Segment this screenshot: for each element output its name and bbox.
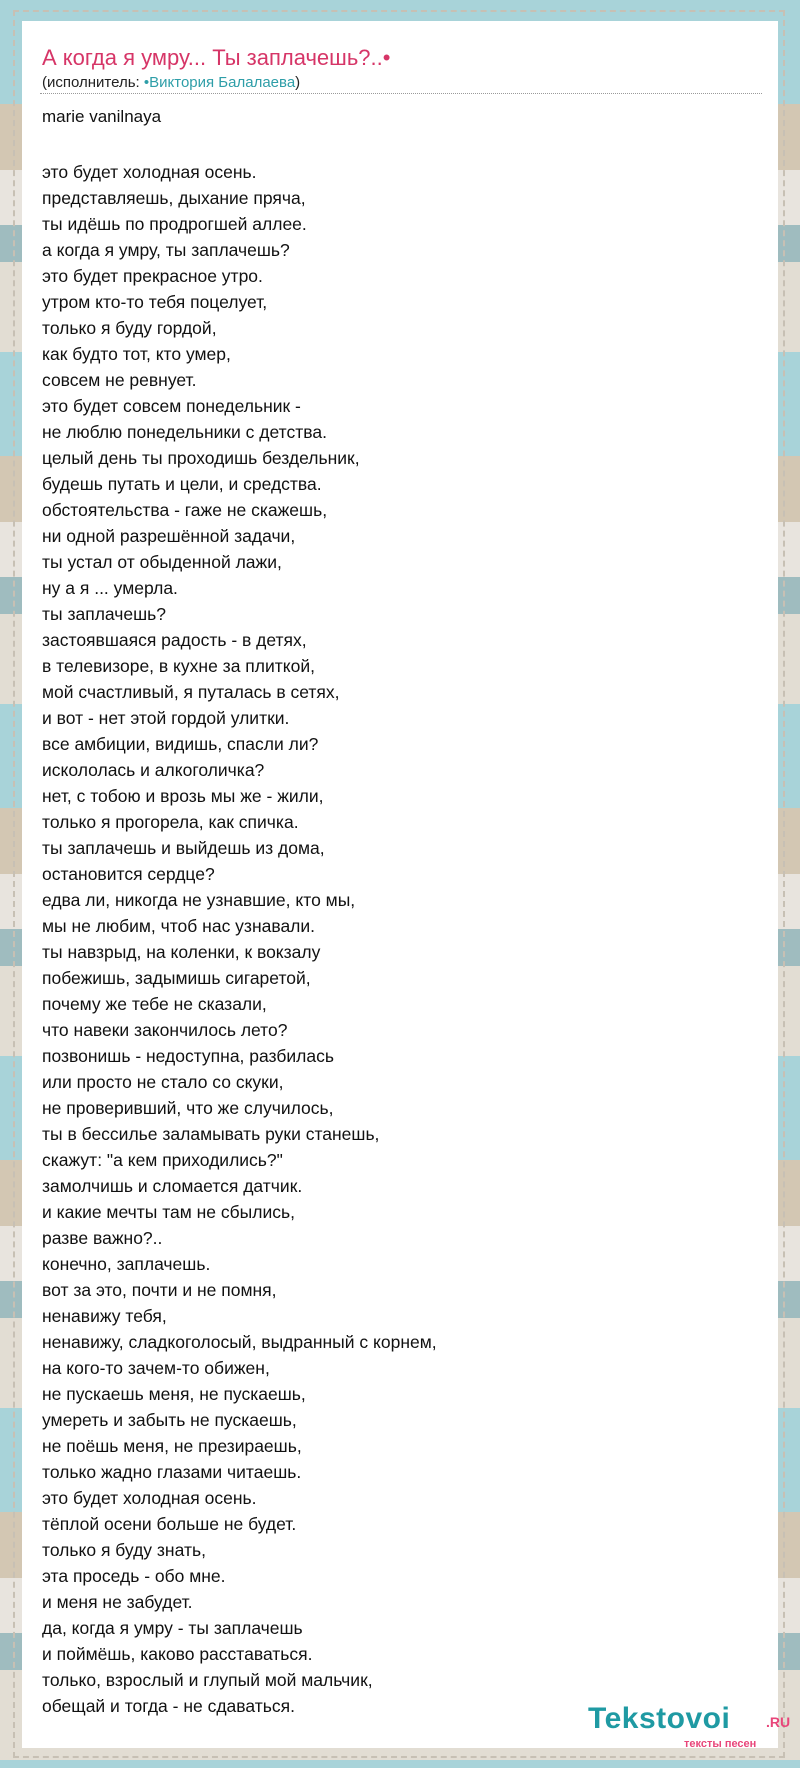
lyric-line: только я прогорела, как спичка.	[42, 812, 299, 832]
lyric-line: утром кто-то тебя поцелует,	[42, 292, 268, 312]
lyric-line: ну а я ... умерла.	[42, 578, 178, 598]
lyric-line: вот за это, почти и не помня,	[42, 1280, 277, 1300]
lyric-line: ни одной разрешённой задачи,	[42, 526, 296, 546]
lyric-line: почему же тебе не сказали,	[42, 994, 267, 1014]
lyric-line: ненавижу, сладкоголосый, выдранный с корнем,	[42, 1332, 437, 1352]
artist-link[interactable]: Виктория Балалаева	[149, 74, 296, 91]
lyric-line: и какие мечты там не сбылись,	[42, 1202, 295, 1222]
lyric-line: на кого-то зачем-то обижен,	[42, 1358, 270, 1378]
lyric-line: мой счастливый, я путалась в сетях,	[42, 682, 340, 702]
lyrics-author: marie vanilnaya	[42, 107, 162, 126]
lyric-line: конечно, заплачешь.	[42, 1254, 211, 1274]
lyric-line: скажут: "а кем приходились?"	[42, 1150, 283, 1170]
lyric-line: да, когда я умру - ты заплачешь	[42, 1618, 303, 1638]
lyric-line: ты в бессилье заламывать руки станешь,	[42, 1124, 380, 1144]
lyric-line: не проверивший, что же случилось,	[42, 1098, 334, 1118]
lyric-line: не пускаешь меня, не пускаешь,	[42, 1384, 306, 1404]
lyric-line: обещай и тогда - не сдаваться.	[42, 1696, 295, 1716]
lyric-line: обстоятельства - гаже не скажешь,	[42, 500, 328, 520]
lyric-line: а когда я умру, ты заплачешь?	[42, 240, 290, 260]
lyric-line: разве важно?..	[42, 1228, 163, 1248]
lyric-line: все амбиции, видишь, спасли ли?	[42, 734, 319, 754]
lyric-line: ты заплачешь и выйдешь из дома,	[42, 838, 325, 858]
lyric-line: побежишь, задымишь сигаретой,	[42, 968, 311, 988]
lyric-line: позвонишь - недоступна, разбилась	[42, 1046, 334, 1066]
lyric-line: представляешь, дыхание пряча,	[42, 188, 306, 208]
lyric-line: ты идёшь по продрогшей аллее.	[42, 214, 307, 234]
lyric-line: ты навзрыд, на коленки, к вокзалу	[42, 942, 321, 962]
lyric-line: едва ли, никогда не узнавшие, кто мы,	[42, 890, 356, 910]
lyric-line: не поёшь меня, не презираешь,	[42, 1436, 302, 1456]
lyric-line: только жадно глазами читаешь.	[42, 1462, 302, 1482]
artist-bullet: •	[143, 74, 150, 91]
lyric-line: умереть и забыть не пускаешь,	[42, 1410, 297, 1430]
lyrics-text	[42, 159, 437, 1719]
lyric-line: в телевизоре, в кухне за плиткой,	[42, 656, 315, 676]
lyric-line: и меня не забудет.	[42, 1592, 193, 1612]
performer-prefix: (исполнитель:	[42, 74, 144, 91]
lyric-line: ненавижу тебя,	[42, 1306, 167, 1326]
lyric-line: искололась и алкоголичка?	[42, 760, 265, 780]
title-bullet: •	[382, 45, 391, 70]
lyric-line: замолчишь и сломается датчик.	[42, 1176, 303, 1196]
lyrics-card	[22, 21, 791, 1750]
lyric-line: ты устал от обыденной лажи,	[42, 552, 282, 572]
song-title	[42, 45, 390, 71]
lyric-line: застоявшаяся радость - в детях,	[42, 630, 307, 650]
lyric-line: и поймёшь, каково расставаться.	[42, 1644, 313, 1664]
lyric-line: ты заплачешь?	[42, 604, 166, 624]
lyric-line: совсем не ревнует.	[42, 370, 197, 390]
performer-suffix: )	[295, 74, 301, 91]
lyric-line: не люблю понедельники с детства.	[42, 422, 327, 442]
song-title-text: А когда я умру... Ты заплачешь?..	[42, 45, 383, 70]
lyric-line: тёплой осени больше не будет.	[42, 1514, 297, 1534]
lyric-line: это будет прекрасное утро.	[42, 266, 263, 286]
lyric-line: остановится сердце?	[42, 864, 215, 884]
lyric-line: только, взрослый и глупый мой мальчик,	[42, 1670, 373, 1690]
lyric-line: это будет холодная осень.	[42, 162, 257, 182]
lyric-line: только я буду гордой,	[42, 318, 217, 338]
lyric-line: или просто не стало со скуки,	[42, 1072, 284, 1092]
lyric-line: только я буду знать,	[42, 1540, 206, 1560]
lyric-line: мы не любим, чтоб нас узнавали.	[42, 916, 316, 936]
lyric-line: это будет совсем понедельник -	[42, 396, 301, 416]
lyric-line: будешь путать и цели, и средства.	[42, 474, 322, 494]
logo-tagline: тексты песен	[684, 1738, 757, 1750]
lyric-line: это будет холодная осень.	[42, 1488, 257, 1508]
performer-line	[42, 74, 300, 91]
lyric-line: целый день ты проходишь бездельник,	[42, 448, 360, 468]
lyric-line: что навеки закончилось лето?	[42, 1020, 288, 1040]
lyric-line: и вот - нет этой гордой улитки.	[42, 708, 290, 728]
header-divider	[40, 93, 762, 94]
logo-domain: .RU	[766, 1714, 791, 1730]
lyric-line: эта проседь - обо мне.	[42, 1566, 226, 1586]
site-logo[interactable]	[588, 1702, 794, 1764]
logo-wordmark: Tekstovoi	[588, 1702, 731, 1735]
lyric-line: как будто тот, кто умер,	[42, 344, 231, 364]
lyric-line: нет, с тобою и врозь мы же - жили,	[42, 786, 324, 806]
